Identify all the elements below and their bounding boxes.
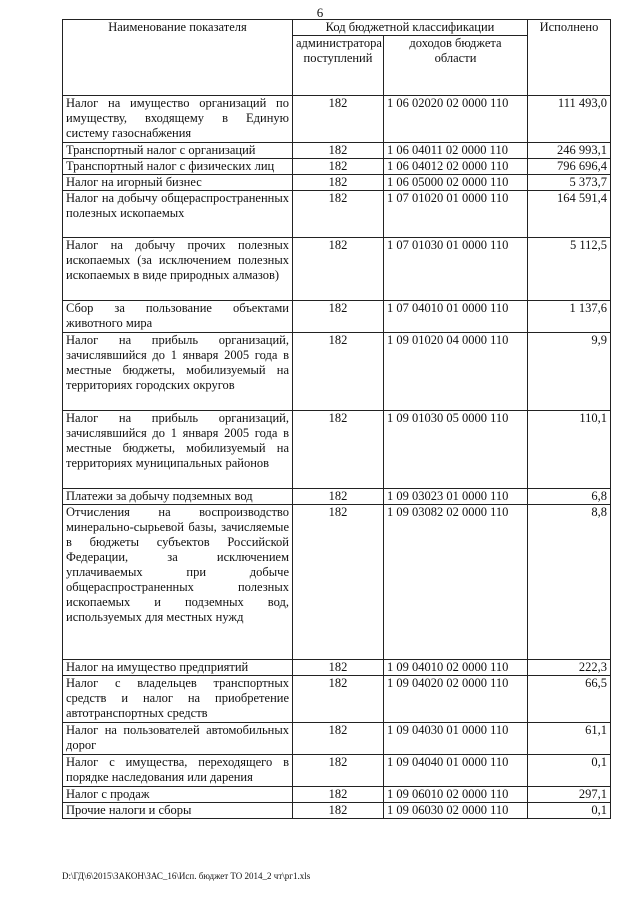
row-executed-value: 0,1: [528, 755, 611, 787]
table-row: [63, 143, 611, 159]
header-classification: Код бюджетной классификации: [293, 20, 528, 36]
row-income-code: 1 09 04010 02 0000 110: [384, 660, 528, 676]
table-row: [63, 787, 611, 803]
row-executed-value: 222,3: [528, 660, 611, 676]
row-income-code: 1 06 05000 02 0000 110: [384, 175, 528, 191]
row-executed-value: 297,1: [528, 787, 611, 803]
row-executed-value: 164 591,4: [528, 191, 611, 238]
row-income-code: 1 06 04011 02 0000 110: [384, 143, 528, 159]
row-executed-value: 246 993,1: [528, 143, 611, 159]
row-admin-code: 182: [293, 175, 384, 191]
row-income-code: 1 07 04010 01 0000 110: [384, 301, 528, 333]
table-row: [63, 489, 611, 505]
row-executed-value: 5 373,7: [528, 175, 611, 191]
row-income-code: 1 07 01020 01 0000 110: [384, 191, 528, 238]
row-income-code: 1 09 06030 02 0000 110: [384, 803, 528, 819]
row-executed-value: 796 696,4: [528, 159, 611, 175]
row-name: Налог на имущество организаций по имуществу, входящему в Единую систему газоснабжения: [63, 96, 293, 143]
row-name: Налог с владельцев транспортных средств и налог на приобретение автотранспортных средств: [63, 676, 293, 723]
table-row: [63, 191, 611, 238]
table-row: [63, 505, 611, 660]
table-row: [63, 676, 611, 723]
row-name: Налог на прибыль организаций, зачислявшийся до 1 января 2005 года в местные бюджеты, мобилизуемый на территориях муниципальных районов: [63, 411, 293, 489]
table-row: [63, 660, 611, 676]
budget-execution-table: [62, 19, 611, 819]
row-admin-code: 182: [293, 411, 384, 489]
row-income-code: 1 06 02020 02 0000 110: [384, 96, 528, 143]
row-executed-value: 9,9: [528, 333, 611, 411]
row-name: Платежи за добычу подземных вод: [63, 489, 293, 505]
header-income: доходов бюджета области: [384, 36, 528, 96]
row-name: Налог на пользователей автомобильных дорог: [63, 723, 293, 755]
row-admin-code: 182: [293, 333, 384, 411]
row-income-code: 1 09 01020 04 0000 110: [384, 333, 528, 411]
page-number: 6: [316, 5, 324, 20]
table-row: [63, 411, 611, 489]
row-name: Транспортный налог с организаций: [63, 143, 293, 159]
row-admin-code: 182: [293, 159, 384, 175]
row-income-code: 1 07 01030 01 0000 110: [384, 238, 528, 301]
table-row: [63, 175, 611, 191]
row-name: Прочие налоги и сборы: [63, 803, 293, 819]
row-admin-code: 182: [293, 723, 384, 755]
table-row: [63, 723, 611, 755]
row-executed-value: 1 137,6: [528, 301, 611, 333]
row-admin-code: 182: [293, 143, 384, 159]
row-executed-value: 8,8: [528, 505, 611, 660]
row-name: Налог на имущество предприятий: [63, 660, 293, 676]
header-executed: Исполнено: [528, 20, 611, 96]
file-path-footer: D:\ГД\6\2015\ЗАКОН\ЗАС_16\Исп. бюджет ТО 2014_2 чт\рг1.xls: [62, 871, 311, 881]
row-executed-value: 5 112,5: [528, 238, 611, 301]
row-name: Налог на прибыль организаций, зачислявшийся до 1 января 2005 года в местные бюджеты, мобилизуемый на территориях городских округов: [63, 333, 293, 411]
row-income-code: 1 09 04040 01 0000 110: [384, 755, 528, 787]
row-income-code: 1 09 03082 02 0000 110: [384, 505, 528, 660]
row-admin-code: 182: [293, 301, 384, 333]
row-income-code: 1 09 01030 05 0000 110: [384, 411, 528, 489]
row-executed-value: 6,8: [528, 489, 611, 505]
row-name: Налог с имущества, переходящего в порядке наследования или дарения: [63, 755, 293, 787]
table-row: [63, 96, 611, 143]
row-admin-code: 182: [293, 755, 384, 787]
row-admin-code: 182: [293, 676, 384, 723]
row-income-code: 1 09 06010 02 0000 110: [384, 787, 528, 803]
row-income-code: 1 06 04012 02 0000 110: [384, 159, 528, 175]
row-name: Налог с продаж: [63, 787, 293, 803]
row-name: Транспортный налог с физических лиц: [63, 159, 293, 175]
row-income-code: 1 09 04020 02 0000 110: [384, 676, 528, 723]
row-admin-code: 182: [293, 191, 384, 238]
row-executed-value: 110,1: [528, 411, 611, 489]
table-row: [63, 301, 611, 333]
row-executed-value: 111 493,0: [528, 96, 611, 143]
row-executed-value: 66,5: [528, 676, 611, 723]
row-income-code: 1 09 04030 01 0000 110: [384, 723, 528, 755]
table-row: [63, 333, 611, 411]
row-name: Налог на добычу прочих полезных ископаемых (за исключением полезных ископаемых в виде природных алмазов): [63, 238, 293, 301]
row-income-code: 1 09 03023 01 0000 110: [384, 489, 528, 505]
row-admin-code: 182: [293, 803, 384, 819]
row-admin-code: 182: [293, 489, 384, 505]
row-admin-code: 182: [293, 96, 384, 143]
row-admin-code: 182: [293, 505, 384, 660]
row-executed-value: 0,1: [528, 803, 611, 819]
row-name: Сбор за пользование объектами животного мира: [63, 301, 293, 333]
table-row: [63, 803, 611, 819]
row-name: Налог на добычу общераспространенных полезных ископаемых: [63, 191, 293, 238]
header-indicator: Наименование показателя: [63, 20, 293, 96]
row-name: Отчисления на воспроизводство минерально-сырьевой базы, зачисляемые в бюджеты субъектов Российской Федерации, за исключением уплачиваемых при добыче общераспространенных полезных ископаемых и подземных вод, используемых для местных нужд: [63, 505, 293, 660]
header-admin: администратора поступлений: [293, 36, 384, 96]
row-executed-value: 61,1: [528, 723, 611, 755]
row-admin-code: 182: [293, 787, 384, 803]
row-name: Налог на игорный бизнес: [63, 175, 293, 191]
table-row: [63, 238, 611, 301]
row-admin-code: 182: [293, 660, 384, 676]
table-row: [63, 755, 611, 787]
row-admin-code: 182: [293, 238, 384, 301]
table-row: [63, 159, 611, 175]
